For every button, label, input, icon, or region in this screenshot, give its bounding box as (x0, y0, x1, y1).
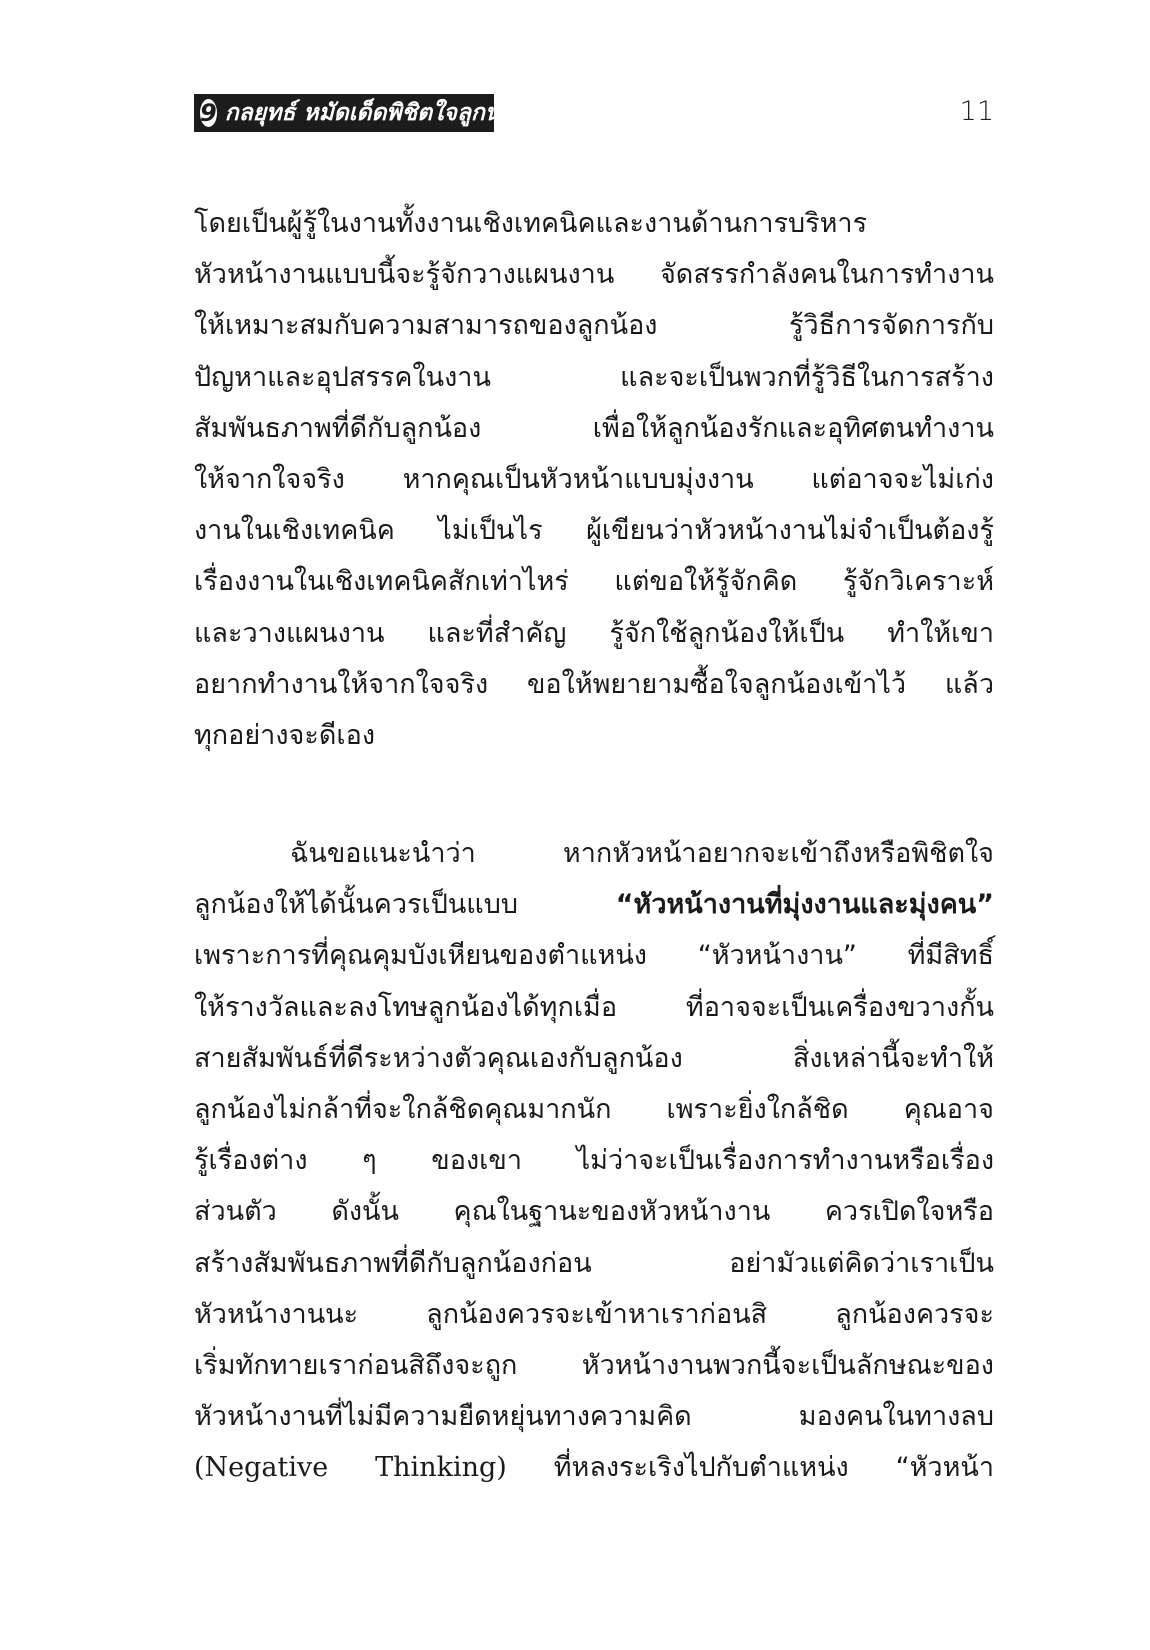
book-number: 9 (200, 99, 217, 127)
text-line: และวางแผนงาน และที่สำคัญ รู้จักใช้ลูกน้องให้เป็น ทำให้เขา (194, 617, 994, 649)
text-line: ลูกน้องไม่กล้าที่จะใกล้ชิดคุณมากนัก เพราะยิ่งใกล้ชิด คุณอาจ (194, 1093, 994, 1125)
text-line-with-english (194, 1442, 994, 1493)
text-line: สร้างสัมพันธภาพที่ดีกับลูกน้องก่อน อย่ามัวแต่คิดว่าเราเป็น (194, 1247, 994, 1279)
text-line: ให้รางวัลและลงโทษลูกน้องได้ทุกเมื่อ ที่อาจจะเป็นเครื่องขวางกั้น (194, 991, 994, 1023)
text-line: ปัญหาและอุปสรรคในงาน และจะเป็นพวกที่รู้วิธีในการสร้าง (194, 361, 994, 393)
text-run: ที่หลงระเริงไปกับตำแหน่ง “หัวหน้า (506, 1452, 994, 1484)
text-line: เรื่องงานในเชิงเทคนิคสักเท่าไหร่ แต่ขอให้รู้จักคิด รู้จักวิเคราะห์ (194, 566, 994, 598)
text-line: ทุกอย่างจะดีเอง (194, 719, 376, 751)
emphasis-quote: “หัวหน้างานที่มุ่งงานและมุ่งคน” (615, 889, 994, 921)
text-line: เริ่มทักทายเราก่อนสิถึงจะถูก หัวหน้างานพวกนี้จะเป็นลักษณะของ (194, 1349, 994, 1381)
running-header (194, 94, 994, 136)
text-line: รู้เรื่องต่าง ๆ ของเขา ไม่ว่าจะเป็นเรื่องการทำงานหรือเรื่อง (194, 1145, 994, 1177)
paragraph-2 (194, 828, 994, 1493)
text-line: อยากทำงานให้จากใจจริง ขอให้พยายามซื้อใจลูกน้องเข้าไว้ แล้ว (194, 668, 994, 700)
text-line: สัมพันธภาพที่ดีกับลูกน้อง เพื่อให้ลูกน้องรักและอุทิศตนทำงาน (194, 412, 994, 444)
text-line: หัวหน้างานแบบนี้จะรู้จักวางแผนงาน จัดสรรกำลังคนในการทำงาน (194, 259, 994, 291)
text-line: งานในเชิงเทคนิค ไม่เป็นไร ผู้เขียนว่าหัวหน้างานไม่จำเป็นต้องรู้ (194, 515, 994, 547)
text-line: โดยเป็นผู้รู้ในงานทั้งงานเชิงเทคนิคและงานด้านการบริหาร (194, 208, 868, 239)
text-line: เพราะการที่คุณคุมบังเหียนของตำแหน่ง “หัวหน้างาน” ที่มีสิทธิ์ (194, 940, 994, 972)
text-line-with-emphasis (194, 879, 994, 930)
text-line: ให้เหมาะสมกับความสามารถของลูกน้อง รู้วิธีการจัดการกับ (194, 310, 994, 342)
book-title-badge (194, 94, 526, 132)
english-term: (Negative Thinking) (194, 1452, 507, 1484)
page-number: 11 (959, 96, 994, 127)
text-line: สายสัมพันธ์ที่ดีระหว่างตัวคุณเองกับลูกน้อง สิ่งเหล่านี้จะทำให้ (194, 1042, 994, 1074)
text-run: ลูกน้องให้ได้นั้นควรเป็นแบบ (194, 889, 616, 921)
text-line: หัวหน้างานนะ ลูกน้องควรจะเข้าหาเราก่อนสิ ลูกน้องควรจะ (194, 1298, 994, 1330)
text-line: ให้จากใจจริง หากคุณเป็นหัวหน้าแบบมุ่งงาน แต่อาจจะไม่เก่ง (194, 463, 994, 495)
paragraph-1 (194, 198, 994, 761)
text-line-indented: ฉันขอแนะนำว่า หากหัวหน้าอยากจะเข้าถึงหรือพิชิตใจ (290, 838, 994, 869)
text-line: ส่วนตัว ดังนั้น คุณในฐานะของหัวหน้างาน ควรเปิดใจหรือ (194, 1196, 994, 1228)
text-line: หัวหน้างานที่ไม่มีความยืดหยุ่นทางความคิด มองคนในทางลบ (194, 1401, 994, 1433)
book-title: กลยุทธ์ หมัดเด็ดพิชิตใจลูกน้อง (224, 100, 526, 126)
